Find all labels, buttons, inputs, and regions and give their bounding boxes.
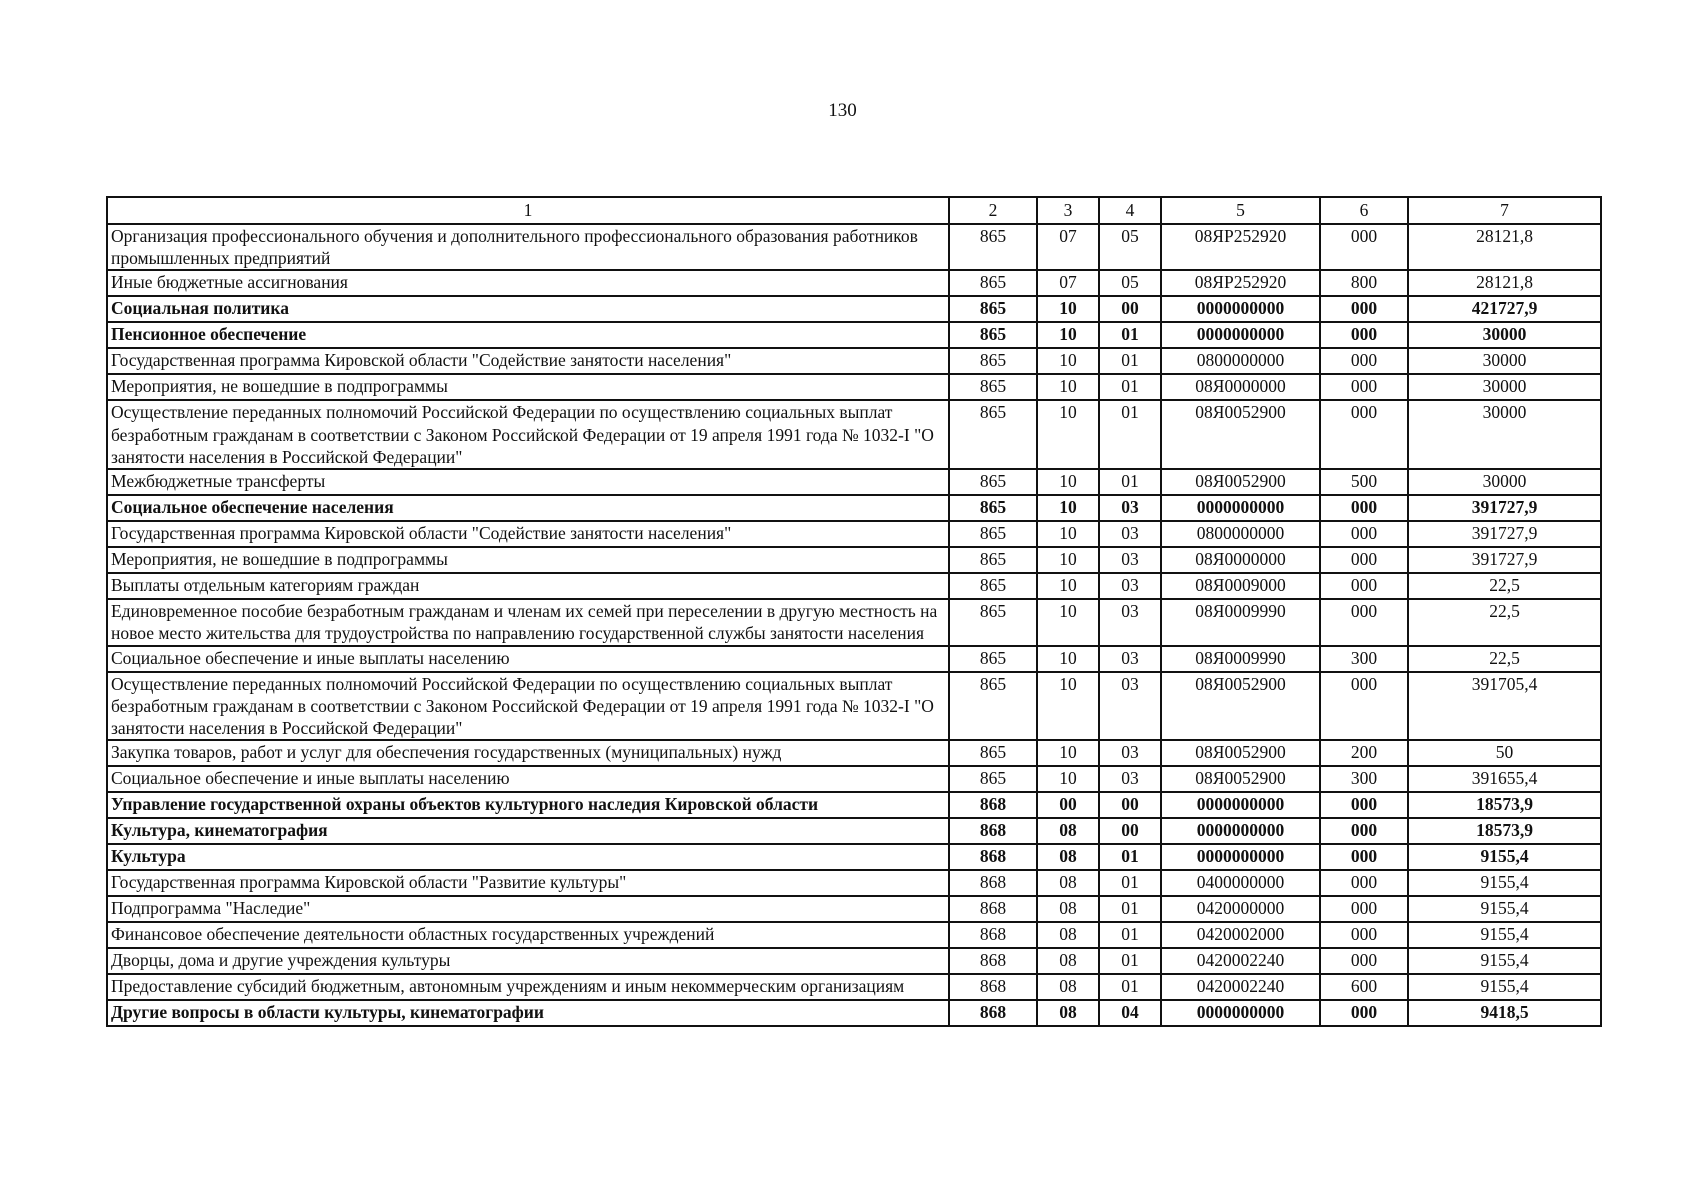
column-header: 6 (1320, 197, 1408, 224)
table-row (107, 224, 1601, 270)
amount-cell: 30000 (1408, 322, 1601, 348)
item-name-cell: Социальное обеспечение и иные выплаты населению (107, 646, 949, 672)
ministry-code-cell: 865 (949, 348, 1037, 374)
subsection-code-cell: 01 (1099, 844, 1161, 870)
table-row (107, 599, 1601, 645)
expense-type-cell: 800 (1320, 270, 1408, 296)
table-row (107, 870, 1601, 896)
ministry-code-cell: 868 (949, 948, 1037, 974)
subsection-code-cell: 03 (1099, 766, 1161, 792)
target-article-cell: 08Я0052900 (1161, 469, 1320, 495)
expense-type-cell: 000 (1320, 870, 1408, 896)
ministry-code-cell: 865 (949, 296, 1037, 322)
ministry-code-cell: 865 (949, 521, 1037, 547)
amount-cell: 9155,4 (1408, 896, 1601, 922)
amount-cell: 391727,9 (1408, 521, 1601, 547)
amount-cell: 391705,4 (1408, 672, 1601, 741)
section-code-cell: 08 (1037, 896, 1099, 922)
subsection-code-cell: 01 (1099, 896, 1161, 922)
expense-type-cell: 000 (1320, 922, 1408, 948)
table-row (107, 646, 1601, 672)
expense-type-cell: 000 (1320, 599, 1408, 645)
subsection-code-cell: 03 (1099, 521, 1161, 547)
item-name-cell: Подпрограмма "Наследие" (107, 896, 949, 922)
amount-cell: 391727,9 (1408, 547, 1601, 573)
subsection-code-cell: 01 (1099, 922, 1161, 948)
item-name-cell: Государственная программа Кировской области "Развитие культуры" (107, 870, 949, 896)
table-body (107, 224, 1601, 1026)
subsection-code-cell: 04 (1099, 1000, 1161, 1026)
target-article-cell: 0800000000 (1161, 521, 1320, 547)
expense-type-cell: 000 (1320, 224, 1408, 270)
budget-table-container (106, 196, 1600, 1027)
ministry-code-cell: 865 (949, 740, 1037, 766)
subsection-code-cell: 01 (1099, 400, 1161, 469)
amount-cell: 9155,4 (1408, 922, 1601, 948)
target-article-cell: 0000000000 (1161, 1000, 1320, 1026)
section-code-cell: 10 (1037, 521, 1099, 547)
item-name-cell: Единовременное пособие безработным гражданам и членам их семей при переселении в другую местность на новое место жительства для трудоустройства по направлению государственной службы занятости населения (107, 599, 949, 645)
target-article-cell: 08Я0052900 (1161, 740, 1320, 766)
table-row (107, 818, 1601, 844)
expense-type-cell: 000 (1320, 672, 1408, 741)
target-article-cell: 08Я0009990 (1161, 599, 1320, 645)
amount-cell: 391727,9 (1408, 495, 1601, 521)
item-name-cell: Выплаты отдельным категориям граждан (107, 573, 949, 599)
ministry-code-cell: 868 (949, 896, 1037, 922)
subsection-code-cell: 03 (1099, 599, 1161, 645)
amount-cell: 28121,8 (1408, 224, 1601, 270)
amount-cell: 391655,4 (1408, 766, 1601, 792)
target-article-cell: 0000000000 (1161, 792, 1320, 818)
expense-type-cell: 000 (1320, 400, 1408, 469)
expense-type-cell: 000 (1320, 495, 1408, 521)
ministry-code-cell: 865 (949, 322, 1037, 348)
expense-type-cell: 000 (1320, 844, 1408, 870)
subsection-code-cell: 01 (1099, 322, 1161, 348)
column-header: 5 (1161, 197, 1320, 224)
subsection-code-cell: 03 (1099, 495, 1161, 521)
table-row (107, 672, 1601, 741)
expense-type-cell: 000 (1320, 818, 1408, 844)
section-code-cell: 10 (1037, 469, 1099, 495)
expense-type-cell: 000 (1320, 374, 1408, 400)
expense-type-cell: 600 (1320, 974, 1408, 1000)
subsection-code-cell: 01 (1099, 870, 1161, 896)
amount-cell: 50 (1408, 740, 1601, 766)
section-code-cell: 10 (1037, 599, 1099, 645)
table-row (107, 740, 1601, 766)
ministry-code-cell: 865 (949, 400, 1037, 469)
amount-cell: 30000 (1408, 374, 1601, 400)
target-article-cell: 0420002240 (1161, 974, 1320, 1000)
amount-cell: 9155,4 (1408, 974, 1601, 1000)
section-code-cell: 10 (1037, 766, 1099, 792)
section-code-cell: 08 (1037, 948, 1099, 974)
target-article-cell: 0800000000 (1161, 348, 1320, 374)
ministry-code-cell: 868 (949, 792, 1037, 818)
item-name-cell: Осуществление переданных полномочий Российской Федерации по осуществлению социальных выплат безработным гражданам в соответствии с Законом Российской Федерации от 19 апреля 1991 года № 1032-I "О занятости населения в Российской Федерации" (107, 672, 949, 741)
ministry-code-cell: 865 (949, 646, 1037, 672)
amount-cell: 22,5 (1408, 599, 1601, 645)
amount-cell: 421727,9 (1408, 296, 1601, 322)
subsection-code-cell: 00 (1099, 792, 1161, 818)
column-header: 3 (1037, 197, 1099, 224)
table-row (107, 766, 1601, 792)
expense-type-cell: 000 (1320, 322, 1408, 348)
amount-cell: 9155,4 (1408, 948, 1601, 974)
ministry-code-cell: 865 (949, 766, 1037, 792)
section-code-cell: 10 (1037, 348, 1099, 374)
section-code-cell: 10 (1037, 573, 1099, 599)
section-code-cell: 10 (1037, 740, 1099, 766)
subsection-code-cell: 03 (1099, 740, 1161, 766)
target-article-cell: 08Я0000000 (1161, 374, 1320, 400)
amount-cell: 22,5 (1408, 646, 1601, 672)
target-article-cell: 08Я0052900 (1161, 766, 1320, 792)
item-name-cell: Предоставление субсидий бюджетным, автономным учреждениям и иным некоммерческим организациям (107, 974, 949, 1000)
target-article-cell: 0000000000 (1161, 322, 1320, 348)
section-code-cell: 00 (1037, 792, 1099, 818)
ministry-code-cell: 865 (949, 547, 1037, 573)
section-code-cell: 10 (1037, 547, 1099, 573)
amount-cell: 18573,9 (1408, 792, 1601, 818)
expense-type-cell: 000 (1320, 896, 1408, 922)
subsection-code-cell: 05 (1099, 224, 1161, 270)
section-code-cell: 08 (1037, 974, 1099, 1000)
subsection-code-cell: 05 (1099, 270, 1161, 296)
subsection-code-cell: 01 (1099, 469, 1161, 495)
section-code-cell: 08 (1037, 844, 1099, 870)
section-code-cell: 10 (1037, 495, 1099, 521)
column-header: 2 (949, 197, 1037, 224)
ministry-code-cell: 868 (949, 870, 1037, 896)
ministry-code-cell: 868 (949, 818, 1037, 844)
table-row (107, 922, 1601, 948)
target-article-cell: 08ЯР252920 (1161, 224, 1320, 270)
item-name-cell: Организация профессионального обучения и дополнительного профессионального образования работников промышленных предприятий (107, 224, 949, 270)
ministry-code-cell: 865 (949, 469, 1037, 495)
subsection-code-cell: 01 (1099, 974, 1161, 1000)
section-code-cell: 10 (1037, 322, 1099, 348)
item-name-cell: Мероприятия, не вошедшие в подпрограммы (107, 374, 949, 400)
table-row (107, 495, 1601, 521)
section-code-cell: 10 (1037, 646, 1099, 672)
item-name-cell: Межбюджетные трансферты (107, 469, 949, 495)
item-name-cell: Социальное обеспечение населения (107, 495, 949, 521)
subsection-code-cell: 01 (1099, 948, 1161, 974)
amount-cell: 9418,5 (1408, 1000, 1601, 1026)
section-code-cell: 10 (1037, 672, 1099, 741)
target-article-cell: 0000000000 (1161, 818, 1320, 844)
table-row (107, 322, 1601, 348)
item-name-cell: Государственная программа Кировской области "Содействие занятости населения" (107, 521, 949, 547)
item-name-cell: Социальная политика (107, 296, 949, 322)
target-article-cell: 0000000000 (1161, 296, 1320, 322)
item-name-cell: Дворцы, дома и другие учреждения культуры (107, 948, 949, 974)
ministry-code-cell: 865 (949, 224, 1037, 270)
expense-type-cell: 000 (1320, 792, 1408, 818)
ministry-code-cell: 868 (949, 974, 1037, 1000)
amount-cell: 22,5 (1408, 573, 1601, 599)
item-name-cell: Иные бюджетные ассигнования (107, 270, 949, 296)
table-row (107, 573, 1601, 599)
expense-type-cell: 000 (1320, 573, 1408, 599)
table-row (107, 792, 1601, 818)
item-name-cell: Государственная программа Кировской области "Содействие занятости населения" (107, 348, 949, 374)
expense-type-cell: 300 (1320, 766, 1408, 792)
table-row (107, 1000, 1601, 1026)
ministry-code-cell: 868 (949, 844, 1037, 870)
table-row (107, 400, 1601, 469)
expense-type-cell: 200 (1320, 740, 1408, 766)
target-article-cell: 0000000000 (1161, 844, 1320, 870)
subsection-code-cell: 03 (1099, 573, 1161, 599)
target-article-cell: 0420000000 (1161, 896, 1320, 922)
budget-table (106, 196, 1602, 1027)
target-article-cell: 08Я0009990 (1161, 646, 1320, 672)
column-header: 7 (1408, 197, 1601, 224)
ministry-code-cell: 865 (949, 495, 1037, 521)
section-code-cell: 08 (1037, 922, 1099, 948)
subsection-code-cell: 00 (1099, 818, 1161, 844)
item-name-cell: Финансовое обеспечение деятельности областных государственных учреждений (107, 922, 949, 948)
target-article-cell: 08Я0052900 (1161, 400, 1320, 469)
subsection-code-cell: 03 (1099, 646, 1161, 672)
amount-cell: 28121,8 (1408, 270, 1601, 296)
subsection-code-cell: 01 (1099, 348, 1161, 374)
target-article-cell: 08Я0009000 (1161, 573, 1320, 599)
expense-type-cell: 000 (1320, 1000, 1408, 1026)
section-code-cell: 07 (1037, 270, 1099, 296)
column-header: 1 (107, 197, 949, 224)
item-name-cell: Пенсионное обеспечение (107, 322, 949, 348)
section-code-cell: 08 (1037, 818, 1099, 844)
expense-type-cell: 000 (1320, 348, 1408, 374)
target-article-cell: 0420002000 (1161, 922, 1320, 948)
table-row (107, 348, 1601, 374)
item-name-cell: Закупка товаров, работ и услуг для обеспечения государственных (муниципальных) нужд (107, 740, 949, 766)
table-row (107, 896, 1601, 922)
section-code-cell: 10 (1037, 400, 1099, 469)
amount-cell: 9155,4 (1408, 844, 1601, 870)
item-name-cell: Осуществление переданных полномочий Российской Федерации по осуществлению социальных выплат безработным гражданам в соответствии с Законом Российской Федерации от 19 апреля 1991 года № 1032-I "О занятости населения в Российской Федерации" (107, 400, 949, 469)
target-article-cell: 08ЯР252920 (1161, 270, 1320, 296)
section-code-cell: 10 (1037, 374, 1099, 400)
ministry-code-cell: 865 (949, 573, 1037, 599)
item-name-cell: Культура (107, 844, 949, 870)
item-name-cell: Культура, кинематография (107, 818, 949, 844)
amount-cell: 30000 (1408, 469, 1601, 495)
expense-type-cell: 000 (1320, 296, 1408, 322)
amount-cell: 9155,4 (1408, 870, 1601, 896)
table-row (107, 974, 1601, 1000)
subsection-code-cell: 03 (1099, 547, 1161, 573)
target-article-cell: 0420002240 (1161, 948, 1320, 974)
expense-type-cell: 000 (1320, 521, 1408, 547)
table-row (107, 844, 1601, 870)
item-name-cell: Управление государственной охраны объектов культурного наследия Кировской области (107, 792, 949, 818)
ministry-code-cell: 865 (949, 599, 1037, 645)
target-article-cell: 0400000000 (1161, 870, 1320, 896)
table-row (107, 296, 1601, 322)
section-code-cell: 07 (1037, 224, 1099, 270)
subsection-code-cell: 03 (1099, 672, 1161, 741)
column-header: 4 (1099, 197, 1161, 224)
table-row (107, 948, 1601, 974)
target-article-cell: 0000000000 (1161, 495, 1320, 521)
amount-cell: 30000 (1408, 348, 1601, 374)
target-article-cell: 08Я0052900 (1161, 672, 1320, 741)
target-article-cell: 08Я0000000 (1161, 547, 1320, 573)
expense-type-cell: 000 (1320, 948, 1408, 974)
table-row (107, 374, 1601, 400)
expense-type-cell: 300 (1320, 646, 1408, 672)
ministry-code-cell: 865 (949, 672, 1037, 741)
expense-type-cell: 000 (1320, 547, 1408, 573)
section-code-cell: 10 (1037, 296, 1099, 322)
item-name-cell: Другие вопросы в области культуры, кинематографии (107, 1000, 949, 1026)
item-name-cell: Мероприятия, не вошедшие в подпрограммы (107, 547, 949, 573)
item-name-cell: Социальное обеспечение и иные выплаты населению (107, 766, 949, 792)
table-row (107, 270, 1601, 296)
ministry-code-cell: 865 (949, 270, 1037, 296)
ministry-code-cell: 865 (949, 374, 1037, 400)
ministry-code-cell: 868 (949, 922, 1037, 948)
subsection-code-cell: 01 (1099, 374, 1161, 400)
expense-type-cell: 500 (1320, 469, 1408, 495)
amount-cell: 18573,9 (1408, 818, 1601, 844)
section-code-cell: 08 (1037, 870, 1099, 896)
section-code-cell: 08 (1037, 1000, 1099, 1026)
table-row (107, 521, 1601, 547)
page-number: 130 (828, 100, 857, 121)
table-row (107, 547, 1601, 573)
subsection-code-cell: 00 (1099, 296, 1161, 322)
header-row (107, 197, 1601, 224)
table-row (107, 469, 1601, 495)
ministry-code-cell: 868 (949, 1000, 1037, 1026)
amount-cell: 30000 (1408, 400, 1601, 469)
